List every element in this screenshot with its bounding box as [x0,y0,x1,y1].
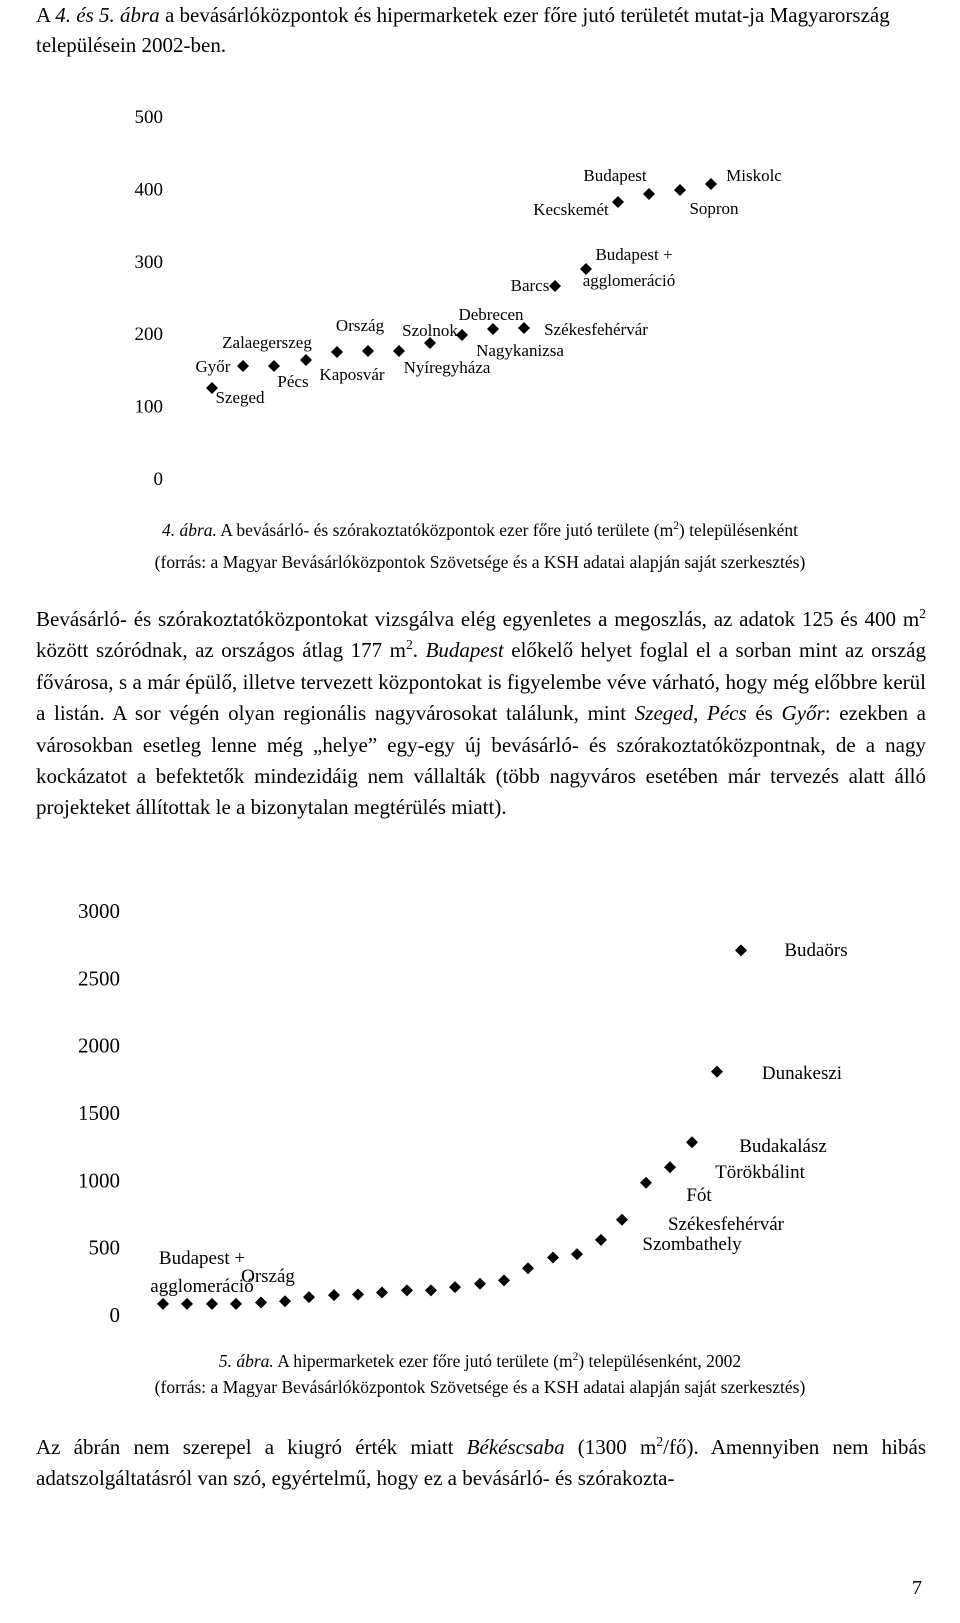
p1-text-1: Bevásárló- és szórakoztatóközpontokat vizsgálva elég egyenletes a megoszlás, az adatok 125 és 400 m [36,607,920,631]
figure5-data-point [376,1286,388,1298]
figure4-point-label: Kaposvár [319,365,385,384]
figure4-data-point [393,345,405,357]
figure5-data-point [230,1298,242,1310]
figure4-caption [0,518,960,542]
intro-text-b: a bevásárlóközpontok és hipermarketek ezer főre jutó területét mutat-ja Magyarország településein 2002-ben. [36,3,890,57]
p1-text-2: között szóródnak, az országos átlag 177 m [36,638,406,663]
figure4-caption-text-b: ) településenként [678,520,798,540]
figure4-point-label: Miskolc [726,166,782,185]
figure4-data-point [612,196,624,208]
figure4-data-point [705,178,717,190]
figure4-data-point [237,360,249,372]
figure4-point-label: Zalaegerszeg [222,333,312,352]
figure5-point-label: Törökbálint [715,1162,805,1183]
figure5-data-point [616,1214,628,1226]
figure4-data-point [487,323,499,335]
intro-figure-reference: 4. és 5. ábra [55,3,160,27]
figure5-data-point [474,1278,486,1290]
p1-text-3: . [412,638,426,663]
figure5-point-label: Dunakeszi [761,1063,843,1084]
p1-text-6: és [746,701,782,726]
figure5-data-point [522,1262,534,1274]
figure5-point-label: Ország [241,1266,295,1287]
figure4-ytick-label: 200 [134,324,163,346]
figure5-data-point [595,1234,607,1246]
figure4-source: (forrás: a Magyar Bevásárlóközpontok Szövetsége és a KSH adatai alapján saját szerkesztés) [154,552,806,572]
figure5-data-point [711,1066,723,1078]
p1-sup-1: 2 [919,606,926,621]
figure4-point-label: Budapest + [595,245,673,264]
p1-italic-pecs: Pécs [707,701,747,726]
figure4-ytick-label: 500 [134,107,163,128]
figure5-data-point [206,1298,218,1310]
figure5-data-point [279,1295,291,1307]
figure5-data-point [571,1248,583,1260]
figure4-point-label: Szeged [215,388,265,407]
p1-sup-2: 2 [405,637,413,653]
figure5-ytick-label: 2500 [78,966,120,991]
p2-italic-bekescsaba: Békéscsaba [466,1435,565,1459]
figure4-caption-text-a: A bevásárló- és szórakoztatóközpontok ezer főre jutó területe (m [216,520,674,540]
figure4-point-label: Nagykanizsa [476,341,564,360]
figure4-ytick-label: 400 [134,179,163,201]
page-number: 7 [912,1577,922,1599]
figure5-data-point [303,1291,315,1303]
figure4-point-label: Budapest [583,166,647,185]
intro-text-a: A [36,3,56,27]
figure5-source: (forrás: a Magyar Bevásárlóközpontok Szövetsége és a KSH adatai alapján saját szerkesztés) [154,1377,806,1397]
figure5-point-label: Budapest + [158,1248,246,1269]
figure5-data-point [352,1288,364,1300]
figure4-data-point [331,346,343,358]
figure5-ytick-label: 1000 [78,1168,120,1193]
figure4-data-point [643,188,655,200]
p2-text-1: Az ábrán nem szerepel a kiugró érték miatt [36,1435,467,1459]
figure4-point-label: Debrecen [458,305,524,324]
figure5-data-point [255,1297,267,1309]
figure5-ytick-label: 500 [88,1235,120,1260]
figure5-data-point [547,1251,559,1263]
figure4-ytick-label: 0 [153,469,163,490]
figure5-data-point [498,1274,510,1286]
figure5-data-point [686,1136,698,1148]
figure5-data-point [449,1281,461,1293]
figure4-point-label: Győr [195,357,231,376]
figure5-data-point [157,1298,169,1310]
figure5-chart [0,890,960,1330]
intro-paragraph [36,0,926,60]
figure5-data-point [735,944,747,956]
figure5-data-point [401,1284,413,1296]
p1-italic-budapest: Budapest [425,638,504,663]
figure4-ytick-label: 100 [134,396,163,418]
figure4-data-point [268,360,280,372]
figure5-caption-sup: 2 [572,1351,579,1364]
p1-italic-gyor: Győr [781,701,825,726]
figure5-caption-label: 5. ábra. [218,1351,274,1371]
figure5-data-point [181,1298,193,1310]
figure5-ytick-label: 3000 [78,899,120,923]
figure5-ytick-label: 1500 [78,1101,120,1125]
p1-italic-szeged: Szeged [634,701,694,726]
figure5-point-label: Székesfehérvár [667,1214,785,1235]
figure4-chart [0,100,960,500]
figure5-point-label: Fót [686,1185,712,1206]
figure4-point-label: Ország [335,316,385,335]
p2-text-2: (1300 m [564,1435,657,1459]
figure5-caption-text-b: ) településenként, 2002 [578,1351,742,1371]
figure5-caption [0,1349,960,1373]
body-paragraph-2 [36,1432,926,1495]
figure4-data-point [300,354,312,366]
figure5-ytick-label: 2000 [78,1033,120,1058]
figure4-point-label: Pécs [277,372,309,391]
figure4-ytick-label: 300 [134,251,163,273]
p1-text-7: : ezekben a városokban esetleg lenne még „helye” egy-egy új bevásárló- és szórakoztatóközpontnak, de a nagy kockázatot a befektetők mindezidáig nem vállalták (több nagyváros esetében már tervezés alatt álló projekteket állítottak le a bizonytalan megtérülés miatt). [36,701,926,820]
figure5-data-point [640,1177,652,1189]
figure5-data-point [425,1284,437,1296]
figure4-point-label: Székesfehérvár [544,320,648,339]
figure4-point-label: agglomeráció [582,271,676,290]
figure4-data-point [549,280,561,292]
p2-text-3: /fő). Amennyiben nem hibás adatszolgáltatásról van szó, egyértelmű, hogy ez a bevásárló- és szórakozta- [36,1435,927,1491]
figure5-data-point [328,1289,340,1301]
figure4-point-label: Szolnok [402,321,458,340]
figure4-point-label: Nyíregyháza [403,358,491,377]
p1-text-4: előkelő helyet foglal el a sorban mint az ország fővárosa, s a már épülő, illetve tervezett központokat is figyelembe véve várható, hogy még előbbre kerül a listán. A sor végén olyan regionális nagyvárosokat találunk, mint [36,638,926,726]
figure5-point-label: Szombathely [642,1234,742,1255]
figure5-data-point [664,1161,676,1173]
figure4-data-point [674,184,686,196]
body-paragraph-1 [36,604,926,824]
figure5-caption-text-a: A hipermarketek ezer főre jutó területe (m [273,1351,573,1371]
figure4-caption-sup: 2 [673,520,679,533]
p2-sup-1: 2 [656,1434,664,1449]
figure4-point-label: Sopron [689,199,739,218]
figure4-point-label: Kecskemét [533,200,609,219]
figure4-point-label: Barcs [510,276,550,295]
figure4-caption-label: 4. ábra. [162,520,217,540]
figure5-point-label: Budaörs [784,940,848,961]
p1-text-5: , [693,701,708,726]
figure5-ytick-label: 0 [109,1303,120,1327]
figure5-point-label: agglomeráció [150,1276,254,1297]
figure5-point-label: Budakalász [739,1136,827,1157]
figure4-data-point [362,345,374,357]
